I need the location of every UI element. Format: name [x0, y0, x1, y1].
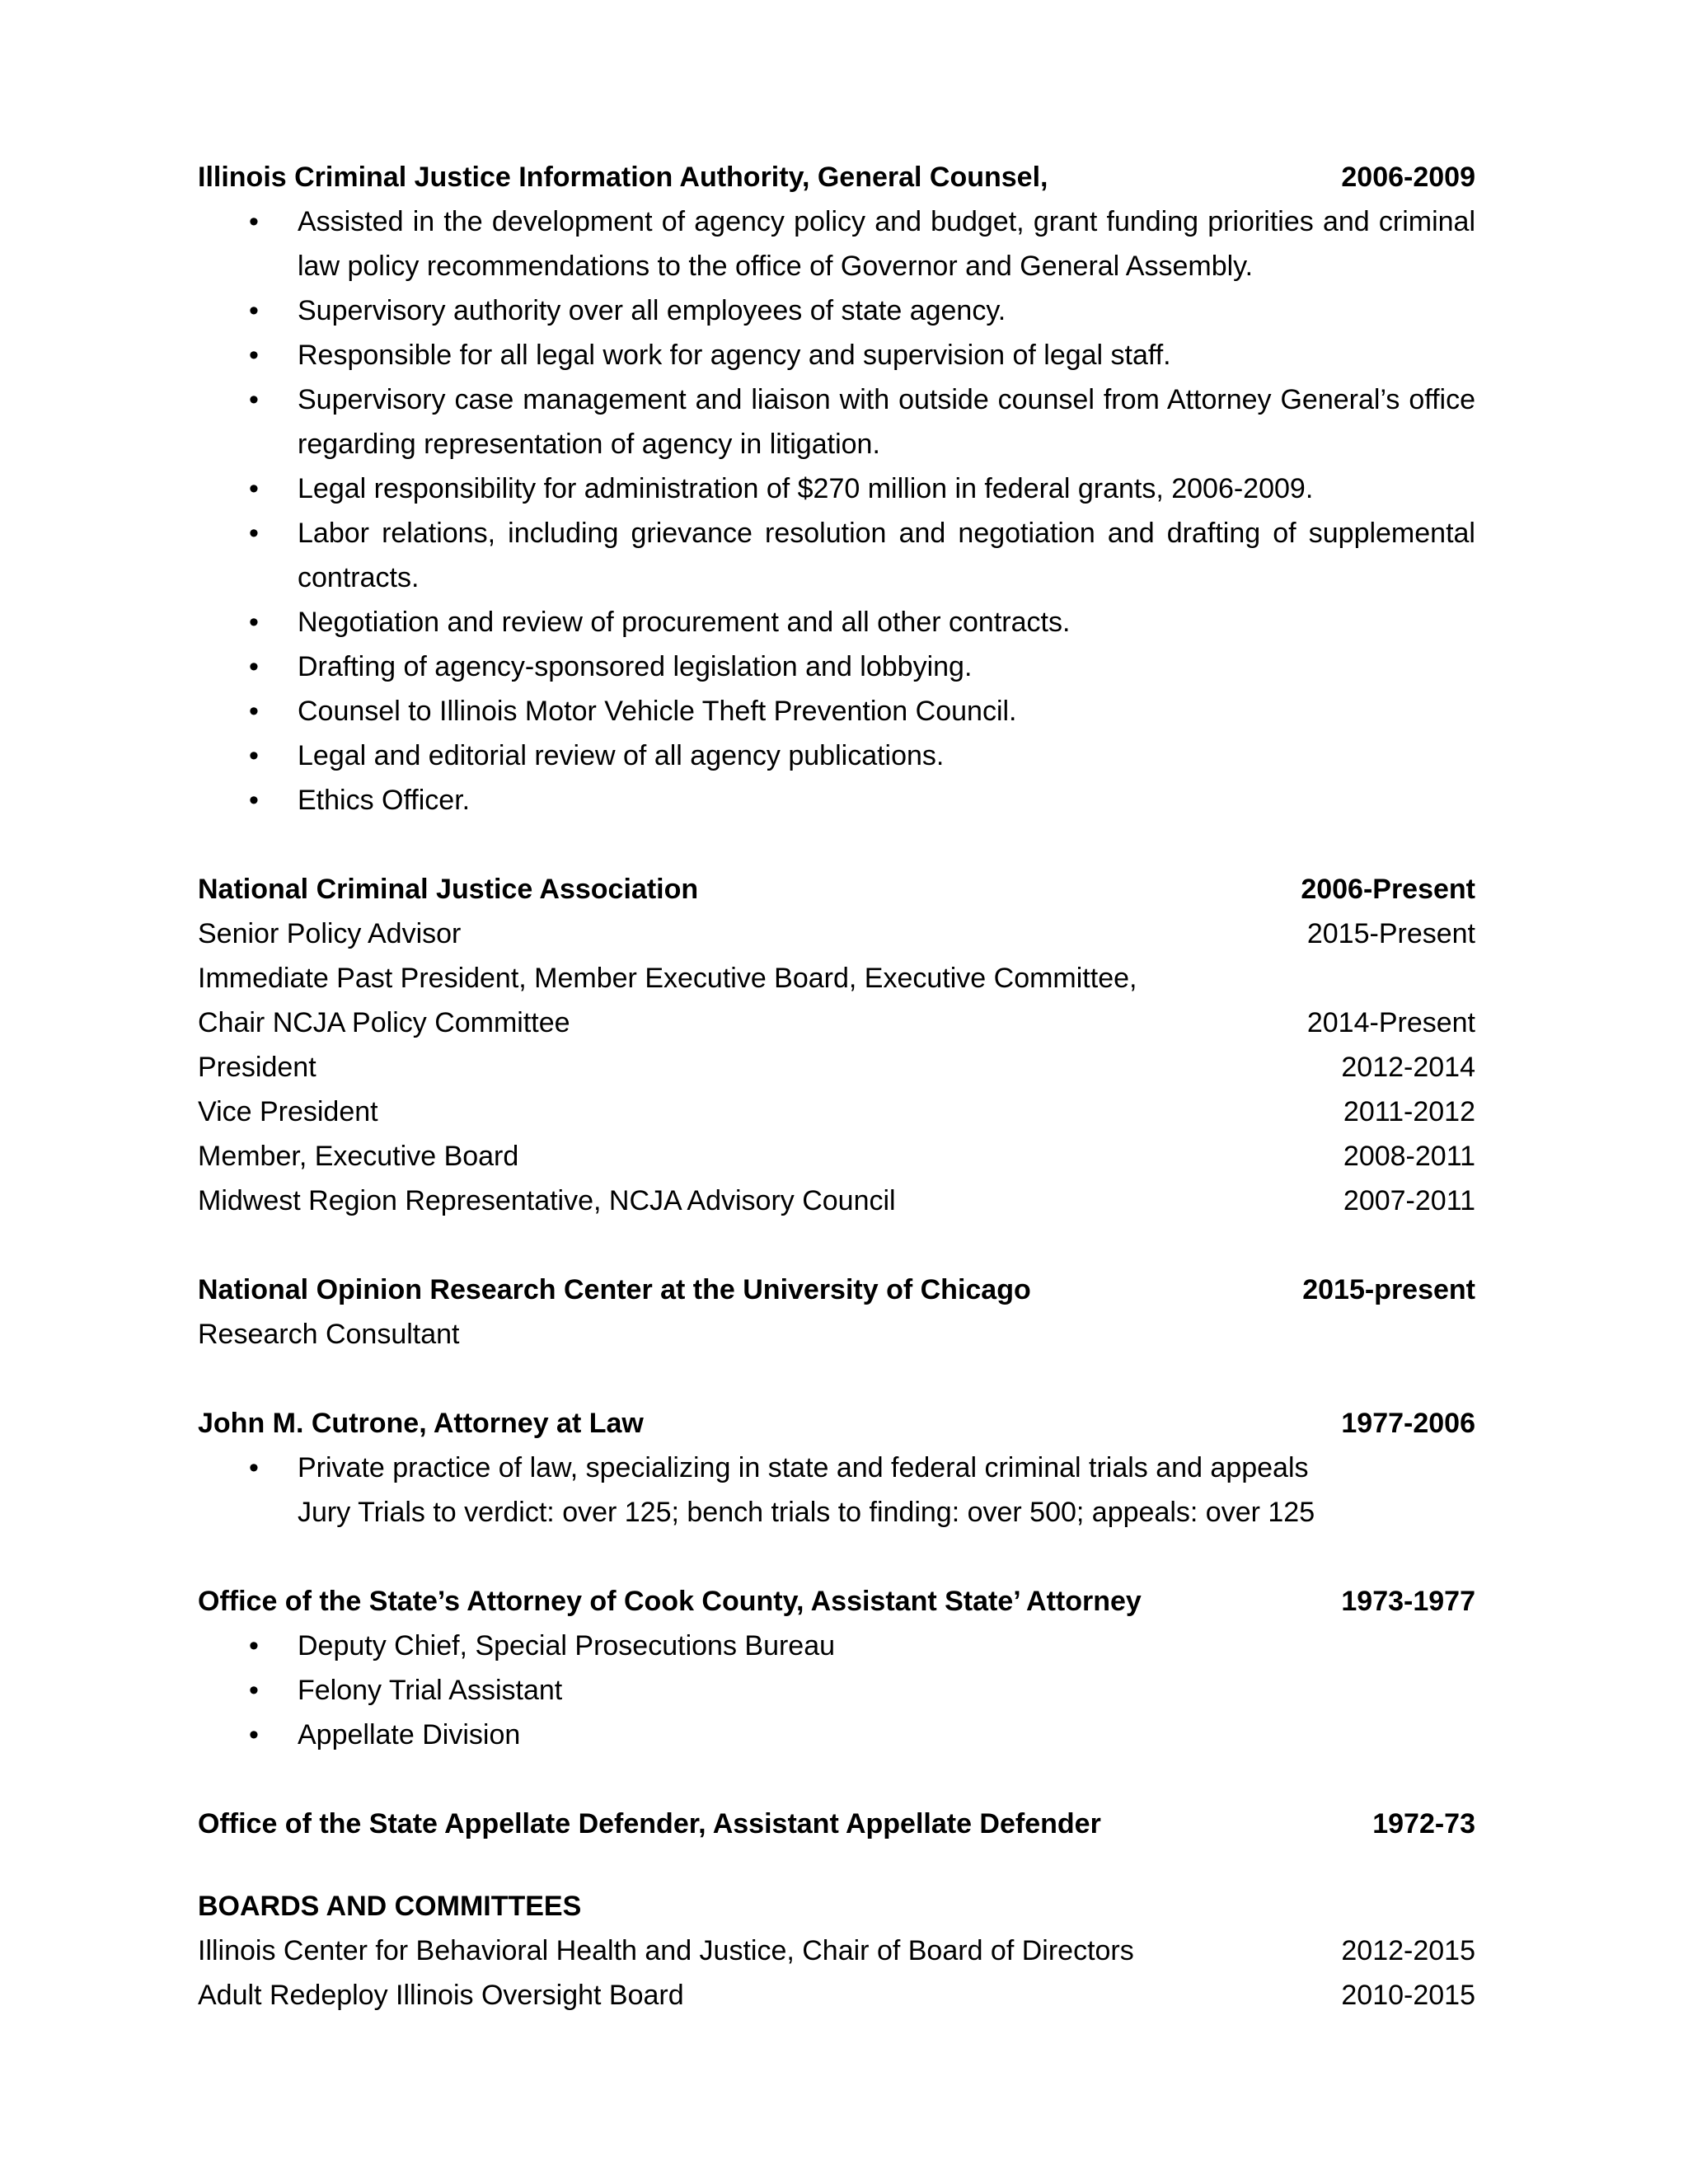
resume-page: [198, 155, 1475, 2018]
role-row: Chair NCJA Policy Committee 2014-Present: [198, 1007, 1475, 1038]
role-row: President 2012-2014: [198, 1052, 1475, 1083]
bullet-icon: •: [249, 518, 259, 549]
list-item: • Appellate Division: [198, 1713, 1475, 1757]
bullet-icon: •: [249, 696, 259, 727]
role-row: Member, Executive Board 2008-2011: [198, 1141, 1475, 1172]
list-item: • Responsible for all legal work for agency and supervision of legal staff.: [198, 333, 1475, 377]
icjia-duties-list: [198, 199, 1475, 823]
bullet-icon: •: [249, 740, 259, 771]
bullet-icon: •: [249, 1452, 259, 1483]
section-title: Office of the State Appellate Defender, Assistant Appellate Defender: [198, 1808, 1101, 1840]
spacer: [198, 1757, 1475, 1802]
section-title: National Criminal Justice Association: [198, 874, 699, 905]
bullet-icon: •: [249, 1675, 259, 1706]
list-item: • Ethics Officer.: [198, 778, 1475, 823]
bullet-icon: •: [249, 473, 259, 504]
continuation-line: Jury Trials to verdict: over 125; bench trials to finding: over 500; appeals: over 125: [298, 1497, 1315, 1528]
section-title: National Opinion Research Center at the University of Chicago: [198, 1274, 1031, 1305]
list-item: • Felony Trial Assistant: [198, 1668, 1475, 1713]
spacer: [198, 1357, 1475, 1401]
section-title: Illinois Criminal Justice Information Authority, General Counsel,: [198, 162, 1048, 193]
list-item: • Negotiation and review of procurement and all other contracts.: [198, 600, 1475, 644]
section-header-icjia: [198, 155, 1475, 199]
list-item: • Supervisory authority over all employees of state agency.: [198, 288, 1475, 333]
section-title: Office of the State’s Attorney of Cook County, Assistant State’ Attorney: [198, 1586, 1142, 1617]
bullet-icon: •: [249, 295, 259, 326]
section-dates: 1972-73: [1372, 1808, 1475, 1840]
list-item: • Labor relations, including grievance resolution and negotiation and drafting of supplemental contracts.: [198, 511, 1475, 600]
section-dates: 2015-present: [1302, 1274, 1475, 1305]
role-row: Vice President 2011-2012: [198, 1096, 1475, 1127]
section-dates: 1977-2006: [1341, 1408, 1475, 1439]
cutrone-list: [198, 1446, 1475, 1490]
list-item: • Deputy Chief, Special Prosecutions Bureau: [198, 1624, 1475, 1668]
board-row: Illinois Center for Behavioral Health and Justice, Chair of Board of Directors 2012-2015: [198, 1935, 1475, 1966]
bullet-icon: •: [249, 206, 259, 237]
bullet-icon: •: [249, 607, 259, 638]
boards-heading: BOARDS AND COMMITTEES: [198, 1891, 582, 1922]
spacer: [198, 1846, 1475, 1884]
cook-list: [198, 1624, 1475, 1757]
section-header-norc: [198, 1268, 1475, 1312]
bullet-icon: •: [249, 651, 259, 682]
list-item: • Assisted in the development of agency policy and budget, grant funding priorities and criminal law policy recommendations to the office of Governor and General Assembly.: [198, 199, 1475, 288]
section-dates: 2006-Present: [1301, 874, 1475, 905]
bullet-icon: •: [249, 1630, 259, 1661]
list-item: • Private practice of law, specializing in state and federal criminal trials and appeals: [198, 1446, 1475, 1490]
section-header-appellate: [198, 1802, 1475, 1846]
role-row: Immediate Past President, Member Executive Board, Executive Committee,: [198, 963, 1137, 994]
list-item: • Legal and editorial review of all agency publications.: [198, 733, 1475, 778]
spacer: [198, 823, 1475, 867]
role-row: Senior Policy Advisor 2015-Present: [198, 918, 1475, 949]
board-row: Adult Redeploy Illinois Oversight Board 2010-2015: [198, 1980, 1475, 2011]
section-header-ncja: [198, 867, 1475, 912]
list-item: • Legal responsibility for administration of $270 million in federal grants, 2006-2009.: [198, 466, 1475, 511]
role-row: Research Consultant: [198, 1319, 460, 1350]
bullet-icon: •: [249, 1719, 259, 1750]
role-row: Midwest Region Representative, NCJA Advisory Council 2007-2011: [198, 1185, 1475, 1216]
list-item: • Counsel to Illinois Motor Vehicle Theft Prevention Council.: [198, 689, 1475, 733]
bullet-icon: •: [249, 785, 259, 816]
list-item: • Supervisory case management and liaison with outside counsel from Attorney General’s office regarding representation of agency in litigation.: [198, 377, 1475, 466]
spacer: [198, 1223, 1475, 1268]
section-title: John M. Cutrone, Attorney at Law: [198, 1408, 644, 1439]
section-dates: 2006-2009: [1341, 162, 1475, 193]
bullet-icon: •: [249, 340, 259, 371]
section-header-cutrone: [198, 1401, 1475, 1446]
spacer: [198, 1535, 1475, 1579]
list-item: • Drafting of agency-sponsored legislation and lobbying.: [198, 644, 1475, 689]
section-dates: 1973-1977: [1341, 1586, 1475, 1617]
bullet-icon: •: [249, 384, 259, 415]
section-header-cook: [198, 1579, 1475, 1624]
